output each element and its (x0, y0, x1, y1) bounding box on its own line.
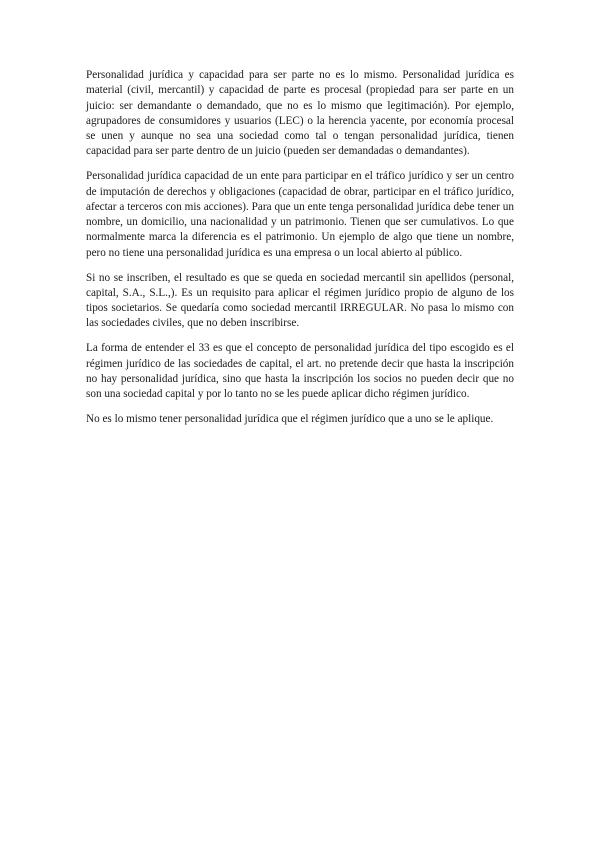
paragraph-1: Personalidad jurídica y capacidad para ser parte no es lo mismo. Personalidad jurídica es material (civil, mercantil) y capacidad de parte es procesal (propiedad para ser parte en un juicio: ser demandante o demandado, que no es lo mismo que legitimación). Por ejemplo, agrupadores de consumidores y usuarios (LEC) o la herencia yacente, por economía procesal se unen y aunque no sea una sociedad como tal o tengan personalidad jurídica, tienen capacidad para ser parte dentro de un juicio (pueden ser demandadas o demandantes). (86, 69, 514, 158)
paragraph-3: Si no se inscriben, el resultado es que se queda en sociedad mercantil sin apellidos (personal, capital, S.A., S.L.,). Es un requisito para aplicar el régimen jurídico propio de alguno de los tipos societarios. Se quedaría como sociedad mercantil IRREGULAR. No pasa lo mismo con las sociedades civiles, que no deben inscribirse. (86, 271, 514, 330)
paragraph-5: No es lo mismo tener personalidad jurídica que el régimen jurídico que a uno se le aplique. (86, 412, 494, 425)
paragraph-4: La forma de entender el 33 es que el concepto de personalidad jurídica del tipo escogido es el régimen jurídico de las sociedades de capital, el art. no pretende decir que hasta la inscripción no hay personalidad jurídica, sino que hasta la inscripción los socios no pueden decir que no son una sociedad capital y por lo tanto no se les puede aplicar dicho régimen jurídico. (86, 342, 514, 401)
document-body (86, 68, 514, 437)
paragraph-2: Personalidad jurídica capacidad de un ente para participar en el tráfico jurídico y ser un centro de imputación de derechos y obligaciones (capacidad de obrar, participar en el tráfico jurídico, afectar a terceros con mis acciones). Para que un ente tenga personalidad jurídica debe tener un nombre, un domicilio, una nacionalidad y un patrimonio. Tienen que ser cumulativos. Lo que normalmente marca la diferencia es el patrimonio. Un ejemplo de algo que tiene un nombre, pero no tiene una personalidad jurídica es una empresa o un local abierto al público. (86, 170, 514, 259)
